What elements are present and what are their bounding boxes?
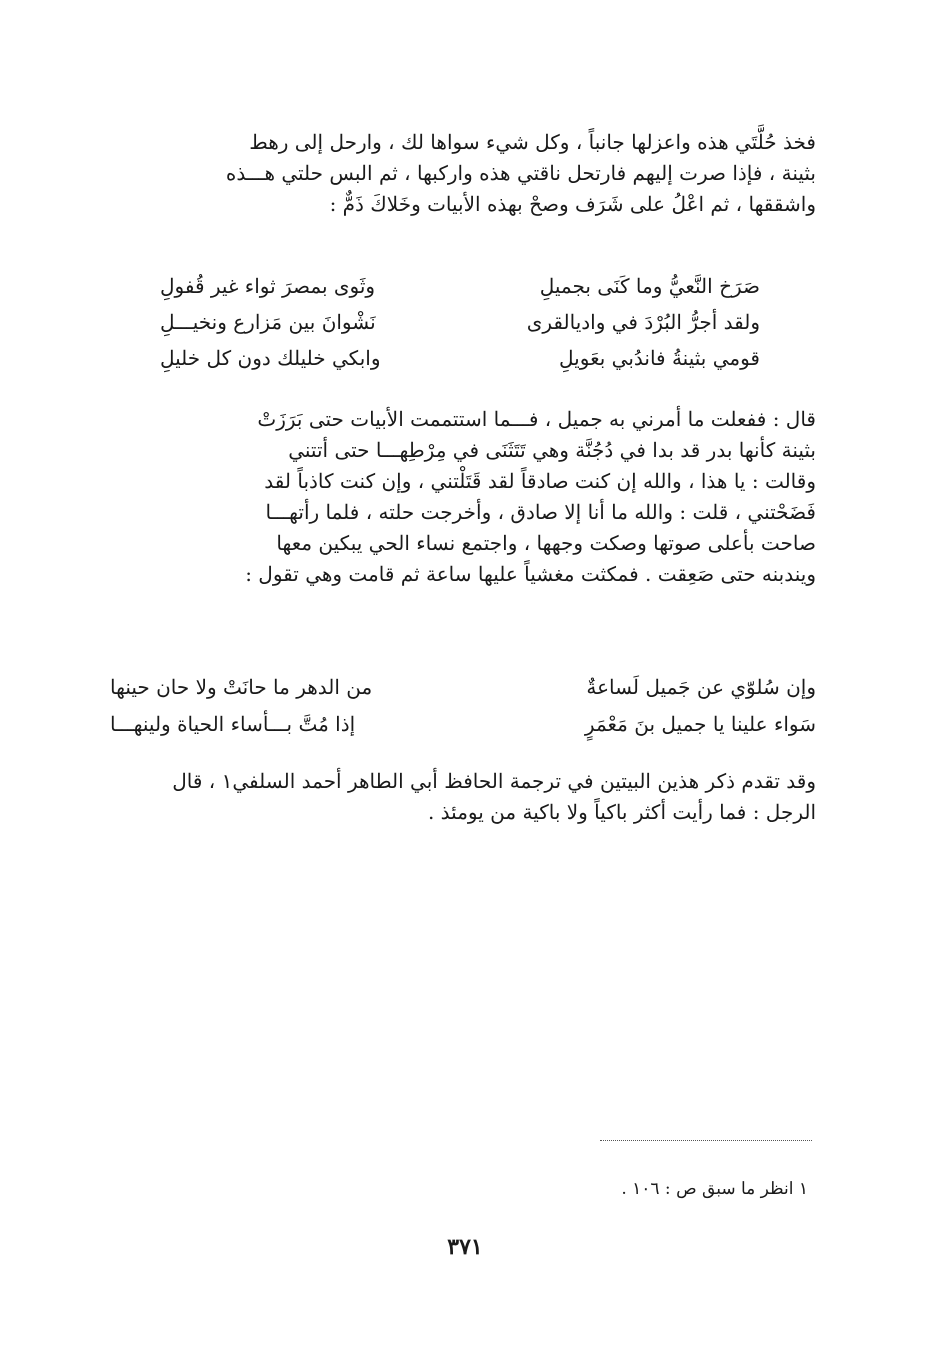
poem-1 [160,268,760,376]
verse-second-hemistich: وثَوى بمصرَ ثواء غير قُفولِ [160,274,376,298]
poem-verse [110,669,816,706]
text-line: الرجل : فما رأيت أكثر باكياً ولا باكية من يومئذ . [427,800,816,824]
text-line: صاحت بأعلى صوتها وصكت وجهها ، واجتمع نساء الحي يبكين معها [276,531,816,555]
paragraph-2 [110,404,816,590]
text-line: فَضَحْتني ، قلت : والله ما أنا إلا صادق ، وأخرجت حلته ، فلما رأتهـــا [265,500,816,524]
text-line: بثينة ، فإذا صرت إليهم فارتحل ناقتي هذه واركبها ، ثم البس حلتي هـــذه [225,161,816,185]
text-line: ويندبنه حتى صَعِقت . فمكثت مغشياً عليها ساعة ثم قامت وهي تقول : [245,562,816,586]
text-line: قال : ففعلت ما أمرني به جميل ، فـــما استتممت الأبيات حتى بَرَزَتْ [257,407,816,431]
verse-first-hemistich: صَرَخ النَّعيُّ وما كَنَى بجميلِ [539,274,760,298]
verse-second-hemistich: نَشْوانَ بين مَزارع ونخيـــلِ [160,310,376,334]
poem-verse [160,340,760,376]
verse-second-hemistich: من الدهر ما حانَتْ ولا حان حينها [110,675,373,699]
verse-second-hemistich: إذا مُتَّ بـــأساء الحياة ولينهـــا [110,712,356,736]
verse-first-hemistich: قومي بثينةُ فاندُبي بعَويلِ [559,346,760,370]
verse-second-hemistich: وابكي خليلك دون كل خليلِ [160,346,381,370]
verse-first-hemistich: سَواء علينا يا جميل بنَ مَعْمَرٍ [584,712,816,736]
poem-verse [160,268,760,304]
verse-first-hemistich: وإن سُلوّي عن جَميل لَساعةٌ [586,675,816,699]
verse-first-hemistich: ولقد أجرُّ البُرْدَ في واديالقرى [526,310,760,334]
footnote: ١ انظر ما سبق ص : ١٠٦ . [621,1179,808,1199]
text-line: واشققها ، ثم اعْلُ على شَرَف وصحْ بهذه الأبيات وخَلاكَ ذَمٌّ : [329,192,816,216]
poem-verse [160,304,760,340]
poem-verse [110,706,816,743]
paragraph-1 [110,127,816,220]
text-line: وقد تقدم ذكر هذين البيتين في ترجمة الحافظ أبي الطاهر أحمد السلفي١ ، قال [172,769,816,793]
page-number: ٣٧١ [447,1234,483,1260]
text-line: بثينة كأنها بدر قد بدا في دُجُنَّة وهي تَتَثَنَى في مِرْطِهـــا حتى أتتني [288,438,816,462]
paragraph-3 [110,766,816,828]
poem-2 [110,669,816,743]
footnote-separator [600,1140,812,1141]
text-line: وقالت : يا هذا ، والله إن كنت صادقاً لقد قَتَلْتني ، وإن كنت كاذباً لقد [264,469,816,493]
text-line: فخذ حُلَّتَي هذه واعزلها جانباً ، وكل شيء سواها لك ، وارحل إلى رهط [249,130,816,154]
